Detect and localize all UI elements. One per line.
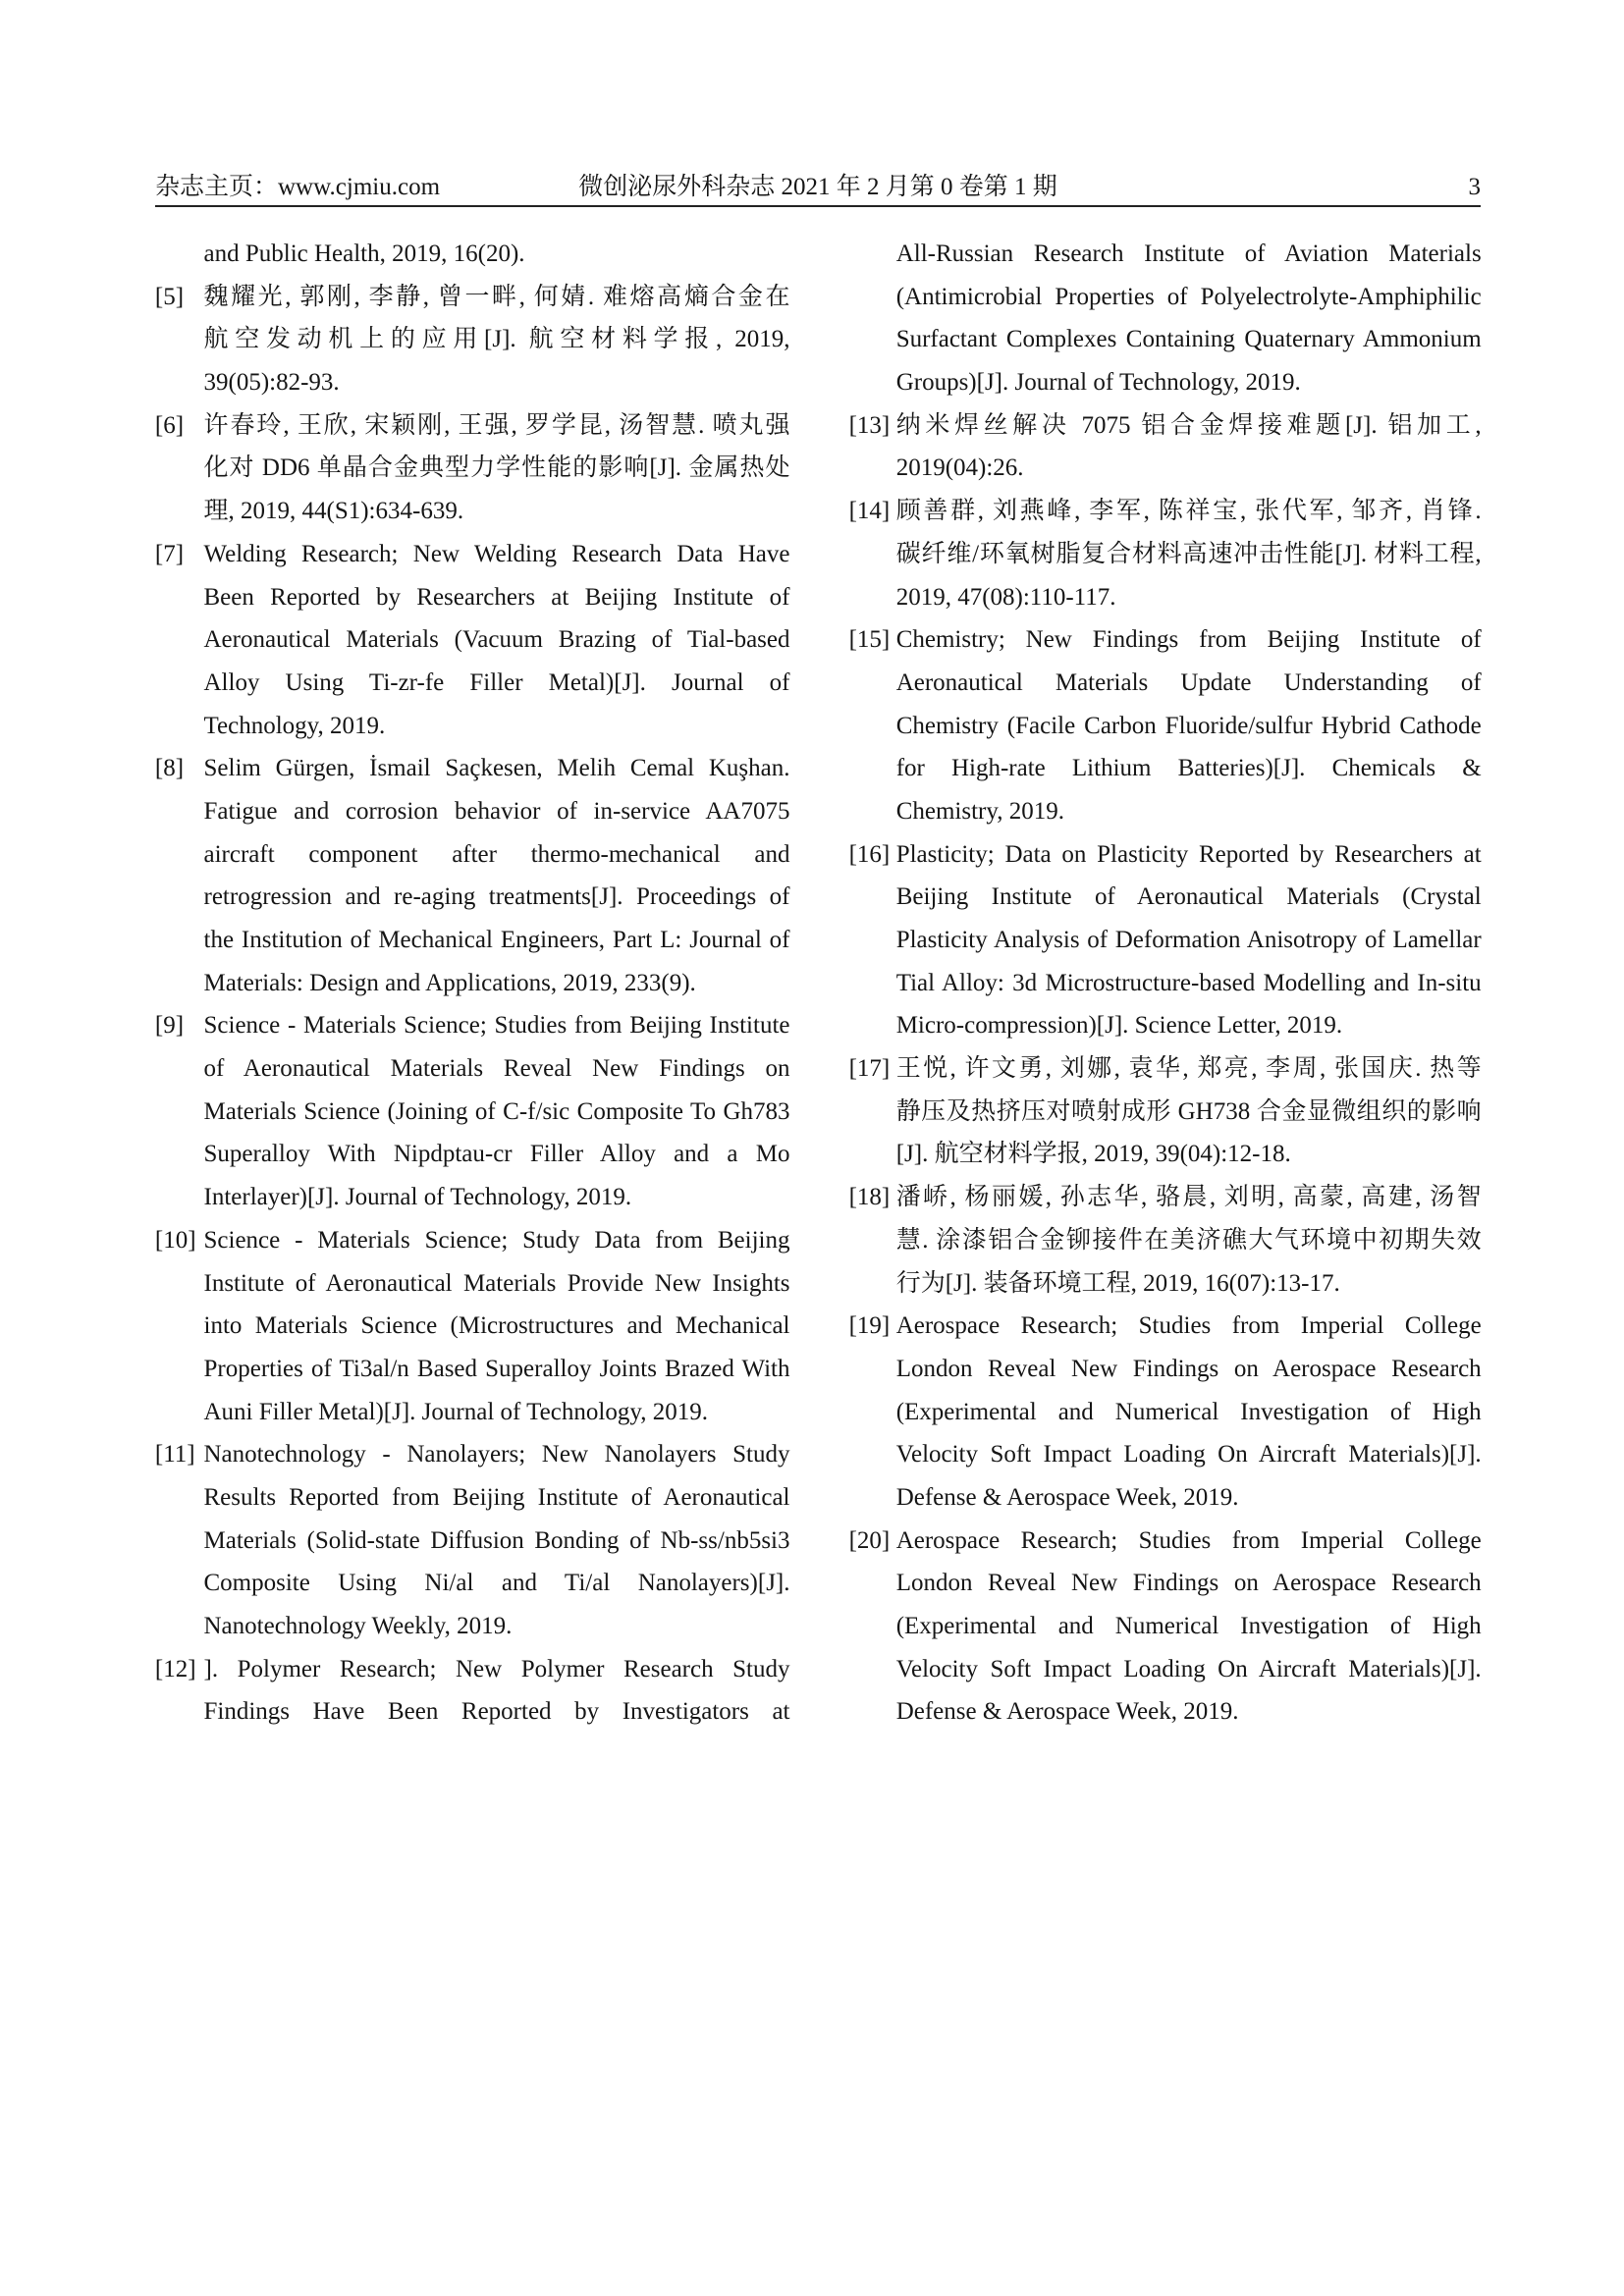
reference-line: (Experimental and Numerical Investigation of High (895, 1398, 1482, 1425)
reference-line: Technology, 2019. (203, 712, 386, 739)
reference-line: 王悦, 许文勇, 刘娜, 袁华, 郑亮, 李周, 张国庆. 热等 (895, 1055, 1482, 1083)
reference-line: 纳米焊丝解决 7075 铝合金焊接难题[J]. 铝加工, (895, 411, 1482, 439)
reference-line: Nanotechnology Weekly, 2019. (203, 1613, 513, 1639)
reference-line: Science - Materials Science; Study Data from Beijing (203, 1226, 790, 1254)
reference-line: Results Reported from Beijing Institute of Aeronautical (203, 1483, 790, 1511)
reference-line: (Experimental and Numerical Investigation of High (895, 1613, 1482, 1639)
reference-line: Welding Research; New Welding Research Data Have (203, 540, 790, 567)
reference-item-17 (848, 1047, 1482, 1176)
references-left-column (154, 233, 790, 1734)
reference-item-16 (848, 833, 1482, 1047)
reference-line: 航空发动机上的应用[J]. 航空材料学报, 2019, (203, 326, 790, 353)
reference-item-10 (154, 1219, 790, 1433)
reference-line: 顾善群, 刘燕峰, 李军, 陈祥宝, 张代军, 邹齐, 肖锋. (895, 498, 1482, 525)
reference-number: [13] (848, 411, 891, 439)
reference-number: [6] (154, 411, 185, 439)
reference-line: 慧. 涂漆铝合金铆接件在美济礁大气环境中初期失效 (895, 1226, 1482, 1254)
reference-item-6 (154, 404, 790, 533)
reference-line: Aeronautical Materials (Vacuum Brazing of Tial-based (203, 626, 790, 654)
reference-line: of Aeronautical Materials Reveal New Findings on (203, 1055, 790, 1083)
reference-line: Materials (Solid-state Diffusion Bonding of Nb-ss/nb5si3 (203, 1526, 790, 1554)
reference-line: the Institution of Mechanical Engineers, Part L: Journal of (203, 927, 790, 953)
reference-line: Velocity Soft Impact Loading On Aircraft Materials)[J]. (895, 1655, 1482, 1682)
reference-item-4-continued (204, 233, 790, 276)
reference-line: Plasticity Analysis of Deformation Anisotropy of Lamellar (895, 927, 1482, 953)
reference-line: Composite Using Ni/al and Ti/al Nanolayers)[J]. (203, 1570, 790, 1597)
reference-line: Tial Alloy: 3d Microstructure-based Modelling and In-situ (895, 969, 1482, 996)
reference-line: Defense & Aerospace Week, 2019. (895, 1698, 1239, 1726)
reference-line: 静压及热挤压对喷射成形 GH738 合金显微组织的影响 (895, 1097, 1482, 1125)
reference-line: All-Russian Research Institute of Aviation Materials (895, 240, 1482, 267)
reference-line: Interlayer)[J]. Journal of Technology, 2019. (203, 1184, 632, 1211)
reference-number: [17] (848, 1055, 891, 1083)
reference-number: [16] (848, 840, 891, 868)
reference-line: Groups)[J]. Journal of Technology, 2019. (895, 369, 1301, 397)
reference-line: retrogression and re-aging treatments[J]. Proceedings of (203, 883, 790, 911)
reference-item-19 (848, 1305, 1482, 1519)
reference-line: London Reveal New Findings on Aerospace Research (895, 1355, 1482, 1382)
reference-line: 行为[J]. 装备环境工程, 2019, 16(07):13-17. (895, 1269, 1340, 1297)
reference-item-9 (154, 1004, 790, 1218)
reference-line: 理, 2019, 44(S1):634-639. (203, 498, 464, 525)
reference-line: 许春玲, 王欣, 宋颖刚, 王强, 罗学昆, 汤智慧. 喷丸强 (203, 411, 790, 439)
journal-homepage: 杂志主页：www.cjmiu.com (155, 174, 441, 200)
reference-line: Chemistry; New Findings from Beijing Institute of (895, 626, 1482, 654)
reference-line: 潘峤, 杨丽媛, 孙志华, 骆晨, 刘明, 高蒙, 高建, 汤智 (895, 1184, 1482, 1211)
reference-number: [5] (154, 283, 185, 310)
reference-line: Beijing Institute of Aeronautical Materials (Crystal (895, 883, 1482, 911)
reference-line: Fatigue and corrosion behavior of in-service AA7075 (203, 797, 790, 825)
reference-number: [15] (848, 626, 891, 654)
reference-item-7 (154, 533, 790, 747)
reference-item-5 (154, 276, 790, 404)
reference-line: Been Reported by Researchers at Beijing Institute of (203, 583, 790, 611)
reference-line: Nanotechnology - Nanolayers; New Nanolayers Study (203, 1441, 790, 1468)
reference-line: ]. Polymer Research; New Polymer Research Study (203, 1655, 790, 1682)
reference-line: 2019, 47(08):110-117. (895, 583, 1116, 611)
reference-line: 2019(04):26. (895, 454, 1024, 482)
reference-line: Institute of Aeronautical Materials Provide New Insights (203, 1269, 790, 1297)
reference-line: Velocity Soft Impact Loading On Aircraft Materials)[J]. (895, 1441, 1482, 1468)
reference-number: [18] (848, 1184, 891, 1211)
reference-line: Aerospace Research; Studies from Imperial College (895, 1312, 1482, 1340)
references-right-column (848, 233, 1482, 1734)
reference-line: for High-rate Lithium Batteries)[J]. Chemicals & (895, 755, 1482, 782)
reference-line: London Reveal New Findings on Aerospace Research (895, 1570, 1482, 1597)
reference-item-20 (848, 1520, 1482, 1734)
reference-line: 碳纤维/环氧树脂复合材料高速冲击性能[J]. 材料工程, (895, 540, 1482, 567)
reference-item-13 (848, 404, 1482, 490)
reference-item-14 (848, 490, 1482, 618)
reference-number: [14] (848, 498, 891, 525)
reference-item-8 (154, 747, 790, 1004)
reference-number: [12] (154, 1655, 196, 1682)
reference-number: [20] (848, 1526, 891, 1554)
reference-line: Chemistry (Facile Carbon Fluoride/sulfur Hybrid Cathode (895, 712, 1482, 739)
reference-line: 化对 DD6 单晶合金典型力学性能的影响[J]. 金属热处 (203, 454, 790, 482)
reference-line: 魏耀光, 郭刚, 李静, 曾一畔, 何婧. 难熔高熵合金在 (203, 283, 790, 310)
reference-line: Selim Gürgen, İsmail Saçkesen, Melih Cemal Kuşhan. (203, 755, 790, 782)
reference-line: Science - Materials Science; Studies from Beijing Institute (203, 1012, 790, 1040)
reference-line: Aerospace Research; Studies from Imperial College (895, 1526, 1482, 1554)
reference-line: Surfactant Complexes Containing Quaternary Ammonium (895, 326, 1482, 353)
reference-line: into Materials Science (Microstructures and Mechanical (203, 1312, 790, 1340)
reference-line: (Antimicrobial Properties of Polyelectrolyte-Amphiphilic (895, 283, 1482, 310)
reference-line: Defense & Aerospace Week, 2019. (895, 1483, 1239, 1511)
reference-line: Auni Filler Metal)[J]. Journal of Technology, 2019. (203, 1398, 708, 1425)
reference-line: Materials: Design and Applications, 2019, 233(9). (203, 969, 696, 996)
reference-line: Aeronautical Materials Update Understanding of (895, 668, 1482, 696)
reference-line: Findings Have Been Reported by Investigators at (203, 1698, 790, 1726)
reference-line: Materials Science (Joining of C-f/sic Composite To Gh783 (203, 1097, 790, 1125)
reference-item-12-continued (896, 233, 1482, 404)
reference-item-15 (848, 618, 1482, 832)
journal-issue: 微创泌尿外科杂志 2021 年 2 月第 0 卷第 1 期 (578, 174, 1057, 200)
reference-number: [8] (154, 755, 185, 782)
reference-item-12 (154, 1648, 790, 1734)
reference-line: Properties of Ti3al/n Based Superalloy Joints Brazed With (203, 1355, 790, 1382)
reference-item-11 (154, 1433, 790, 1647)
reference-line: aircraft component after thermo-mechanical and (203, 840, 790, 868)
reference-line: Micro-compression)[J]. Science Letter, 2019. (895, 1012, 1343, 1040)
header-rule (155, 205, 1481, 207)
reference-number: [9] (154, 1012, 185, 1040)
reference-item-18 (848, 1176, 1482, 1305)
reference-number: [7] (154, 540, 185, 567)
reference-line: and Public Health, 2019, 16(20). (203, 240, 525, 267)
reference-line: Chemistry, 2019. (895, 797, 1064, 825)
reference-line: Plasticity; Data on Plasticity Reported by Researchers at (895, 840, 1482, 868)
reference-line: 39(05):82-93. (203, 369, 340, 397)
reference-number: [19] (848, 1312, 891, 1340)
reference-number: [10] (154, 1226, 196, 1254)
reference-number: [11] (154, 1441, 195, 1468)
reference-line: [J]. 航空材料学报, 2019, 39(04):12-18. (895, 1141, 1291, 1168)
reference-line: Alloy Using Ti-zr-fe Filler Metal)[J]. Journal of (203, 668, 790, 696)
reference-line: Superalloy With Nipdptau-cr Filler Alloy and a Mo (203, 1141, 790, 1168)
page-number: 3 (1468, 174, 1481, 200)
